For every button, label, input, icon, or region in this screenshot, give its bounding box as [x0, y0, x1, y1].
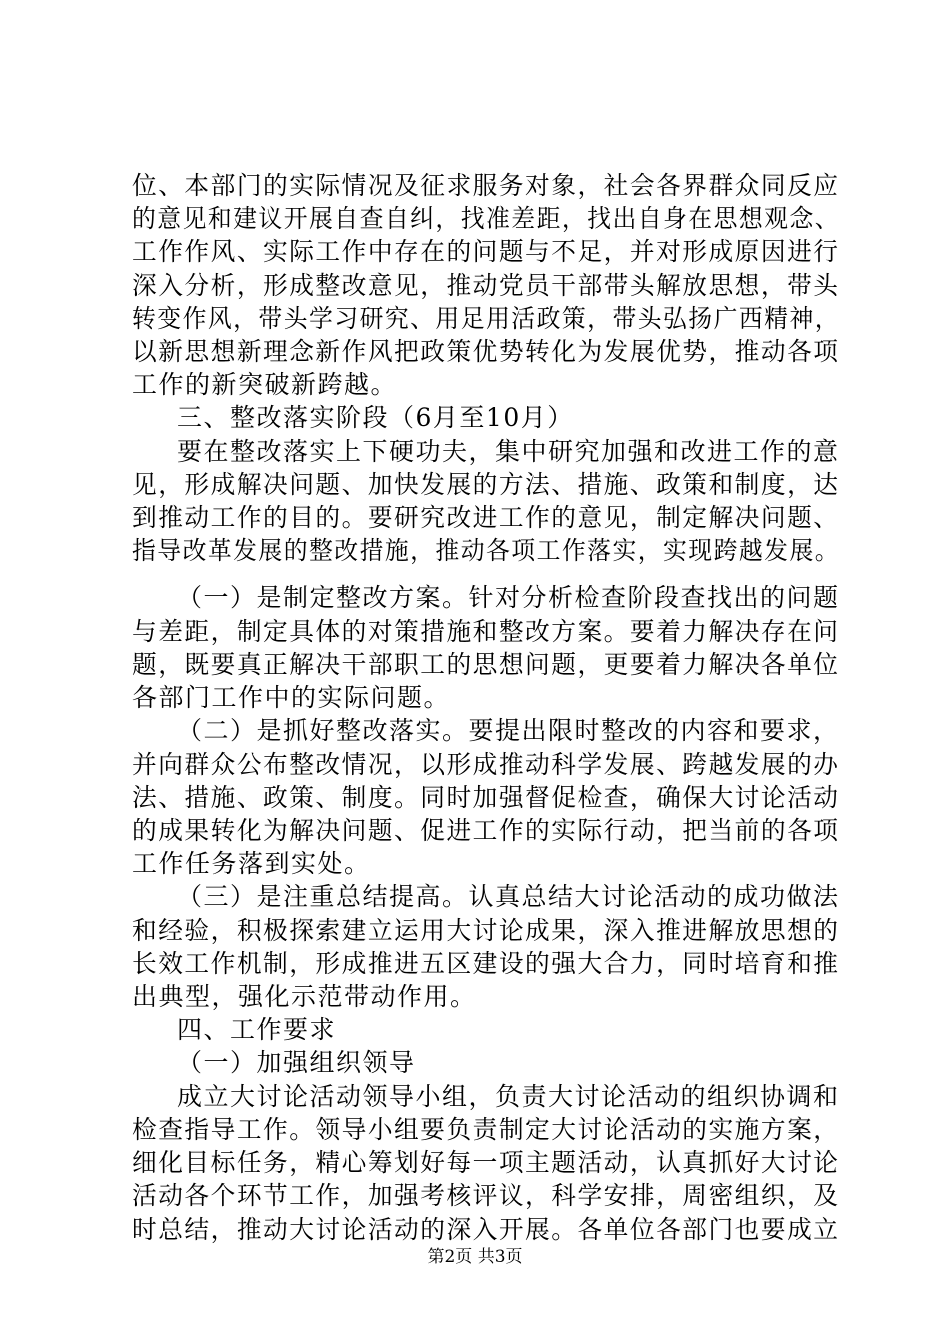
- text-line: 见，形成解决问题、加快发展的方法、措施、政策和制度，达: [132, 470, 840, 499]
- text-line: （一）是制定整改方案。针对分析检查阶段查找出的问题: [177, 583, 840, 612]
- text-line: 法、措施、政策、制度。同时加强督促检查，确保大讨论活动: [132, 783, 840, 812]
- text-line: 并向群众公布整改情况，以形成推动科学发展、跨越发展的办: [132, 750, 840, 779]
- text-line: 工作的新突破新跨越。: [132, 370, 398, 399]
- text-line: （二）是抓好整改落实。要提出限时整改的内容和要求，: [177, 716, 840, 745]
- text-line: 与差距，制定具体的对策措施和整改方案。要着力解决存在问: [132, 617, 840, 646]
- text-line: 活动各个环节工作，加强考核评议，科学安排，周密组织，及: [132, 1181, 840, 1210]
- text-line: （三）是注重总结提高。认真总结大讨论活动的成功做法: [177, 882, 840, 911]
- text-line: 和经验，积极探索建立运用大讨论成果，深入推进解放思想的: [132, 916, 840, 945]
- page-footer: 第2页 共3页: [427, 1247, 523, 1267]
- text-line: 题，既要真正解决干部职工的思想问题，更要着力解决各单位: [132, 650, 840, 679]
- text-line: 检查指导工作。领导小组要负责制定大讨论活动的实施方案，: [132, 1115, 840, 1144]
- text-line: 以新思想新理念新作风把政策优势转化为发展优势，推动各项: [132, 337, 840, 366]
- text-line: 工作任务落到实处。: [132, 849, 371, 878]
- text-line: 深入分析，形成整改意见，推动党员干部带头解放思想，带头: [132, 271, 840, 300]
- text-line: 的成果转化为解决问题、促进工作的实际行动，把当前的各项: [132, 816, 840, 845]
- text-line: 转变作风，带头学习研究、用足用活政策，带头弘扬广西精神，: [132, 304, 841, 333]
- text-line: 工作作风、实际工作中存在的问题与不足，并对形成原因进行: [132, 237, 840, 266]
- text-line: 长效工作机制，形成推进五区建设的强大合力，同时培育和推: [132, 949, 840, 978]
- text-line: 指导改革发展的整改措施，推动各项工作落实，实现跨越发展。: [132, 536, 841, 565]
- text-line: 成立大讨论活动领导小组，负责大讨论活动的组织协调和: [177, 1082, 840, 1111]
- section-heading: 三、整改落实阶段（6月至10月）: [177, 403, 574, 432]
- text-line: 各部门工作中的实际问题。: [132, 683, 451, 712]
- text-line: 位、本部门的实际情况及征求服务对象，社会各界群众同反应: [132, 171, 840, 200]
- text-line: 出典型，强化示范带动作用。: [132, 982, 477, 1011]
- section-heading: 四、工作要求: [177, 1015, 337, 1044]
- subsection-heading: （一）加强组织领导: [177, 1048, 416, 1077]
- text-line: 细化目标任务，精心筹划好每一项主题活动，认真抓好大讨论: [132, 1148, 840, 1177]
- text-line: 到推动工作的目的。要研究改进工作的意见，制定解决问题、: [132, 503, 840, 532]
- text-line: 的意见和建议开展自查自纠，找准差距，找出自身在思想观念、: [132, 204, 841, 233]
- text-line: 时总结，推动大讨论活动的深入开展。各单位各部门也要成立: [132, 1215, 840, 1244]
- text-line: 要在整改落实上下硬功夫，集中研究加强和改进工作的意: [177, 437, 840, 466]
